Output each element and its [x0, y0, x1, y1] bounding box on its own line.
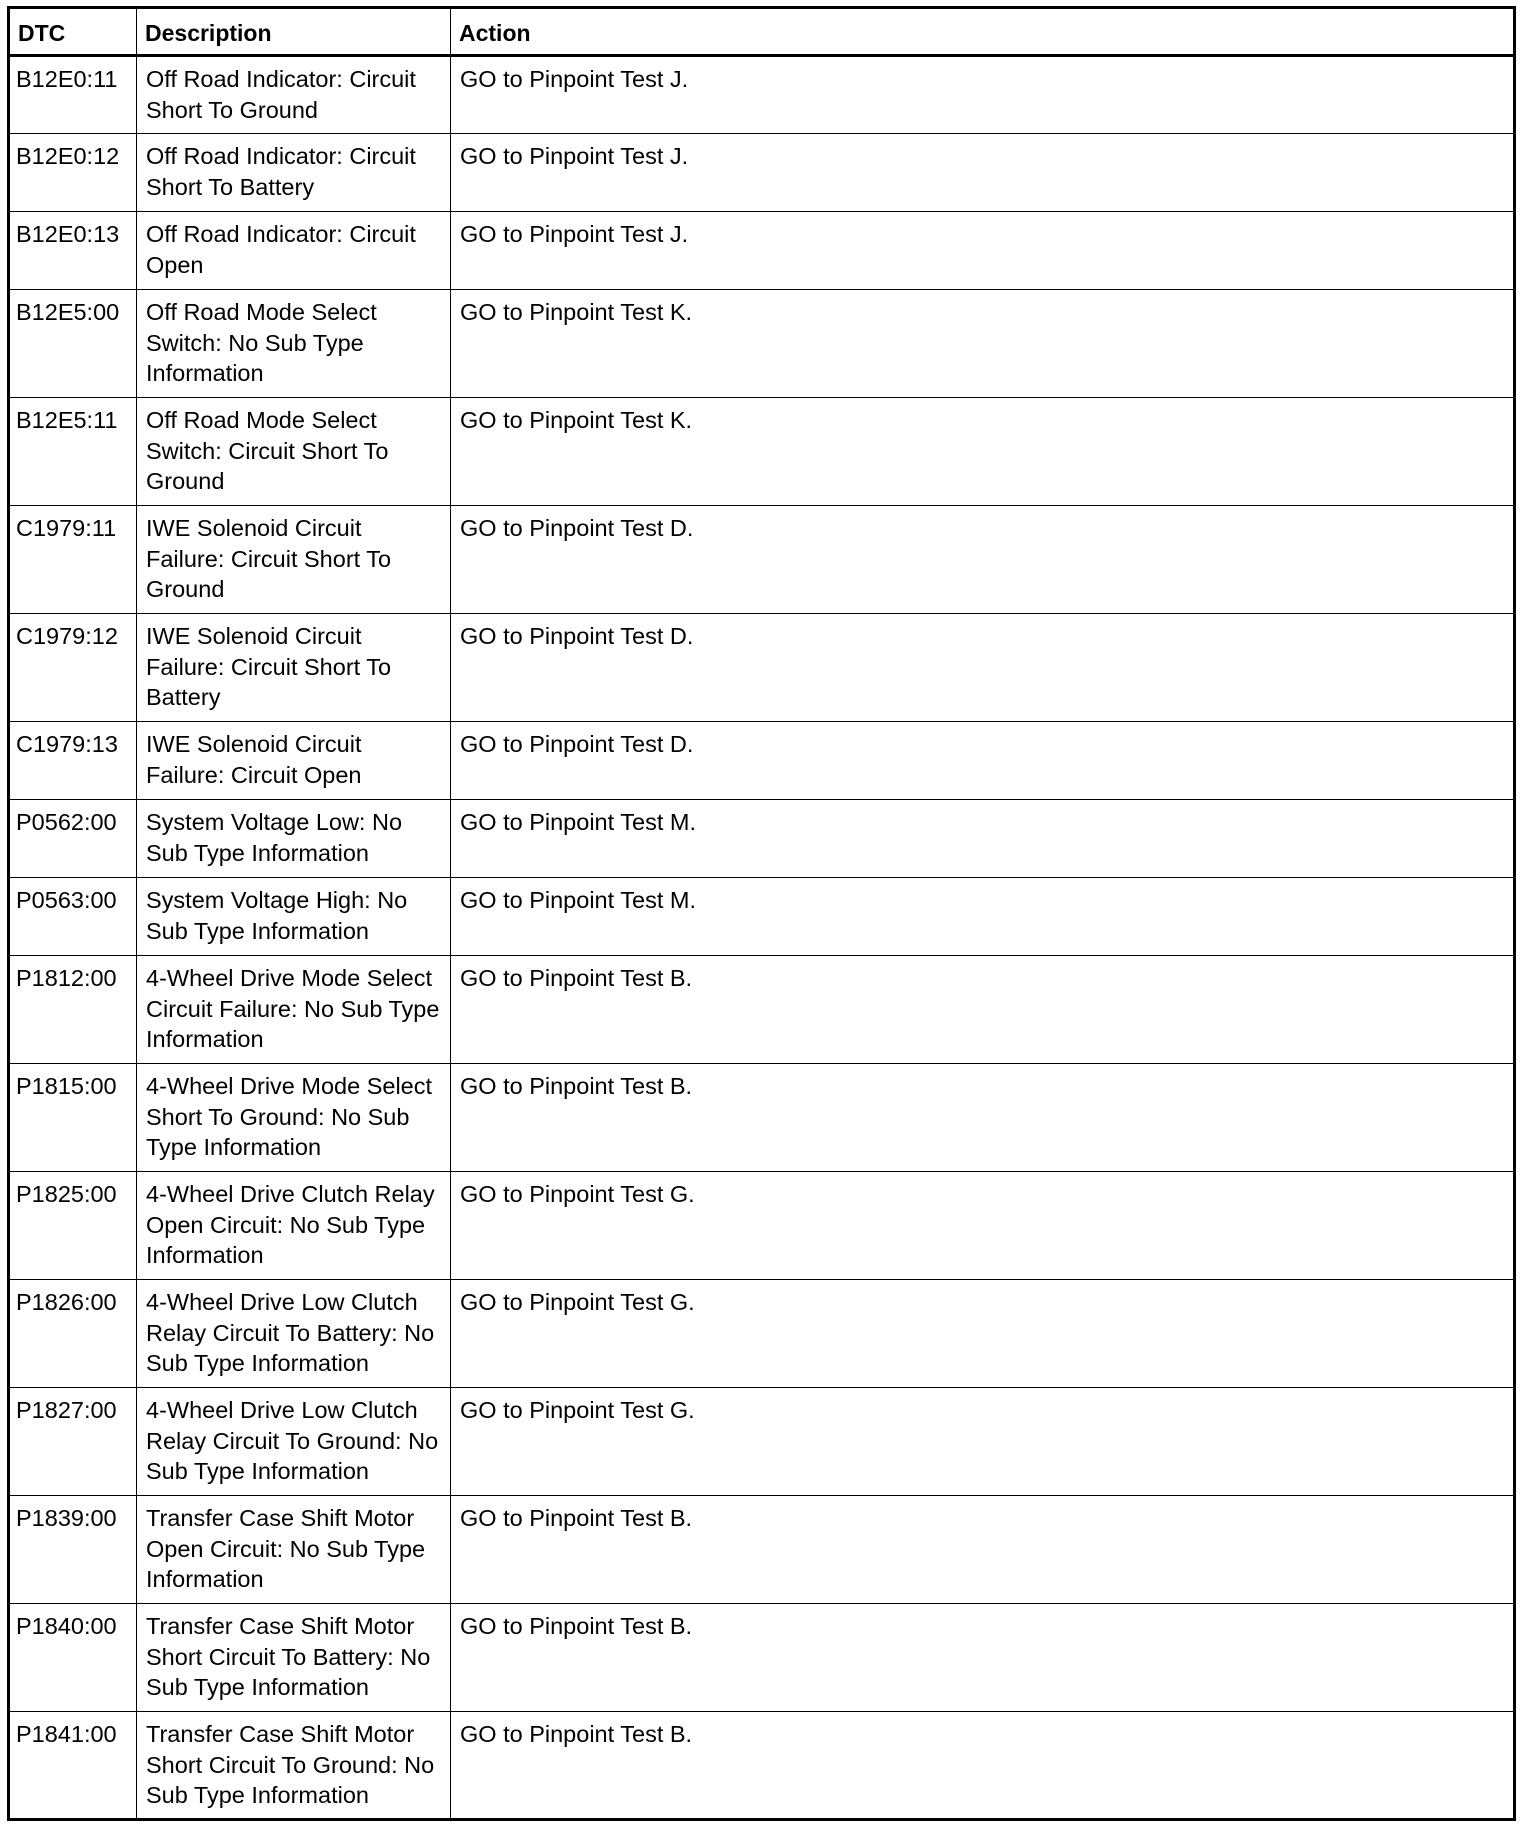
dtc-action: GO to Pinpoint Test B.	[451, 1496, 1515, 1604]
dtc-code: P1827:00	[9, 1388, 137, 1496]
dtc-code: P1826:00	[9, 1280, 137, 1388]
dtc-code: P1815:00	[9, 1064, 137, 1172]
dtc-action: GO to Pinpoint Test D.	[451, 614, 1515, 722]
dtc-action: GO to Pinpoint Test B.	[451, 1064, 1515, 1172]
dtc-description: IWE Solenoid Circuit Failure: Circuit Open	[137, 722, 451, 800]
dtc-code: B12E5:00	[9, 290, 137, 398]
dtc-code: B12E0:13	[9, 212, 137, 290]
table-row	[9, 1604, 1515, 1712]
table-header	[9, 8, 1515, 56]
dtc-description: IWE Solenoid Circuit Failure: Circuit Short To Battery	[137, 614, 451, 722]
dtc-description: IWE Solenoid Circuit Failure: Circuit Short To Ground	[137, 506, 451, 614]
dtc-description: Off Road Indicator: Circuit Open	[137, 212, 451, 290]
dtc-code: C1979:11	[9, 506, 137, 614]
dtc-action: GO to Pinpoint Test K.	[451, 290, 1515, 398]
dtc-code: P1825:00	[9, 1172, 137, 1280]
table-row	[9, 722, 1515, 800]
dtc-action: GO to Pinpoint Test G.	[451, 1280, 1515, 1388]
dtc-description: System Voltage High: No Sub Type Information	[137, 878, 451, 956]
dtc-code: B12E5:11	[9, 398, 137, 506]
dtc-description: 4-Wheel Drive Mode Select Circuit Failure: No Sub Type Information	[137, 956, 451, 1064]
dtc-description: 4-Wheel Drive Low Clutch Relay Circuit To Ground: No Sub Type Information	[137, 1388, 451, 1496]
table-row	[9, 134, 1515, 212]
dtc-action: GO to Pinpoint Test K.	[451, 398, 1515, 506]
dtc-description: Off Road Indicator: Circuit Short To Battery	[137, 134, 451, 212]
header-description: Description	[137, 8, 451, 56]
table-row	[9, 956, 1515, 1064]
dtc-description: 4-Wheel Drive Mode Select Short To Ground: No Sub Type Information	[137, 1064, 451, 1172]
dtc-code: P1841:00	[9, 1712, 137, 1820]
dtc-action: GO to Pinpoint Test M.	[451, 800, 1515, 878]
dtc-action: GO to Pinpoint Test B.	[451, 1604, 1515, 1712]
table-row	[9, 614, 1515, 722]
table-row	[9, 56, 1515, 134]
table-row	[9, 1064, 1515, 1172]
table-body	[9, 56, 1515, 1820]
dtc-code: C1979:13	[9, 722, 137, 800]
dtc-action: GO to Pinpoint Test D.	[451, 722, 1515, 800]
table-row	[9, 398, 1515, 506]
table-row	[9, 1280, 1515, 1388]
table-row	[9, 1496, 1515, 1604]
dtc-code: B12E0:12	[9, 134, 137, 212]
dtc-code: P1812:00	[9, 956, 137, 1064]
header-dtc: DTC	[9, 8, 137, 56]
dtc-description: Transfer Case Shift Motor Short Circuit To Battery: No Sub Type Information	[137, 1604, 451, 1712]
dtc-code: P0563:00	[9, 878, 137, 956]
dtc-description: Transfer Case Shift Motor Open Circuit: No Sub Type Information	[137, 1496, 451, 1604]
table-row	[9, 800, 1515, 878]
dtc-description: 4-Wheel Drive Low Clutch Relay Circuit To Battery: No Sub Type Information	[137, 1280, 451, 1388]
table-row	[9, 1712, 1515, 1820]
dtc-action: GO to Pinpoint Test D.	[451, 506, 1515, 614]
table-row	[9, 506, 1515, 614]
header-action: Action	[451, 8, 1515, 56]
dtc-action: GO to Pinpoint Test J.	[451, 134, 1515, 212]
dtc-code: P0562:00	[9, 800, 137, 878]
header-row	[9, 8, 1515, 56]
dtc-action: GO to Pinpoint Test B.	[451, 1712, 1515, 1820]
dtc-description: Off Road Mode Select Switch: No Sub Type Information	[137, 290, 451, 398]
dtc-description: Transfer Case Shift Motor Short Circuit To Ground: No Sub Type Information	[137, 1712, 451, 1820]
dtc-description: System Voltage Low: No Sub Type Information	[137, 800, 451, 878]
dtc-description: Off Road Indicator: Circuit Short To Ground	[137, 56, 451, 134]
dtc-table	[7, 6, 1516, 1821]
dtc-action: GO to Pinpoint Test J.	[451, 212, 1515, 290]
table-row	[9, 1172, 1515, 1280]
dtc-action: GO to Pinpoint Test G.	[451, 1388, 1515, 1496]
dtc-action: GO to Pinpoint Test M.	[451, 878, 1515, 956]
dtc-code: C1979:12	[9, 614, 137, 722]
table-row	[9, 878, 1515, 956]
dtc-code: P1840:00	[9, 1604, 137, 1712]
dtc-action: GO to Pinpoint Test J.	[451, 56, 1515, 134]
dtc-code: P1839:00	[9, 1496, 137, 1604]
table-row	[9, 1388, 1515, 1496]
dtc-code: B12E0:11	[9, 56, 137, 134]
dtc-action: GO to Pinpoint Test B.	[451, 956, 1515, 1064]
dtc-description: 4-Wheel Drive Clutch Relay Open Circuit: No Sub Type Information	[137, 1172, 451, 1280]
table-row	[9, 212, 1515, 290]
table-row	[9, 290, 1515, 398]
dtc-description: Off Road Mode Select Switch: Circuit Short To Ground	[137, 398, 451, 506]
dtc-action: GO to Pinpoint Test G.	[451, 1172, 1515, 1280]
